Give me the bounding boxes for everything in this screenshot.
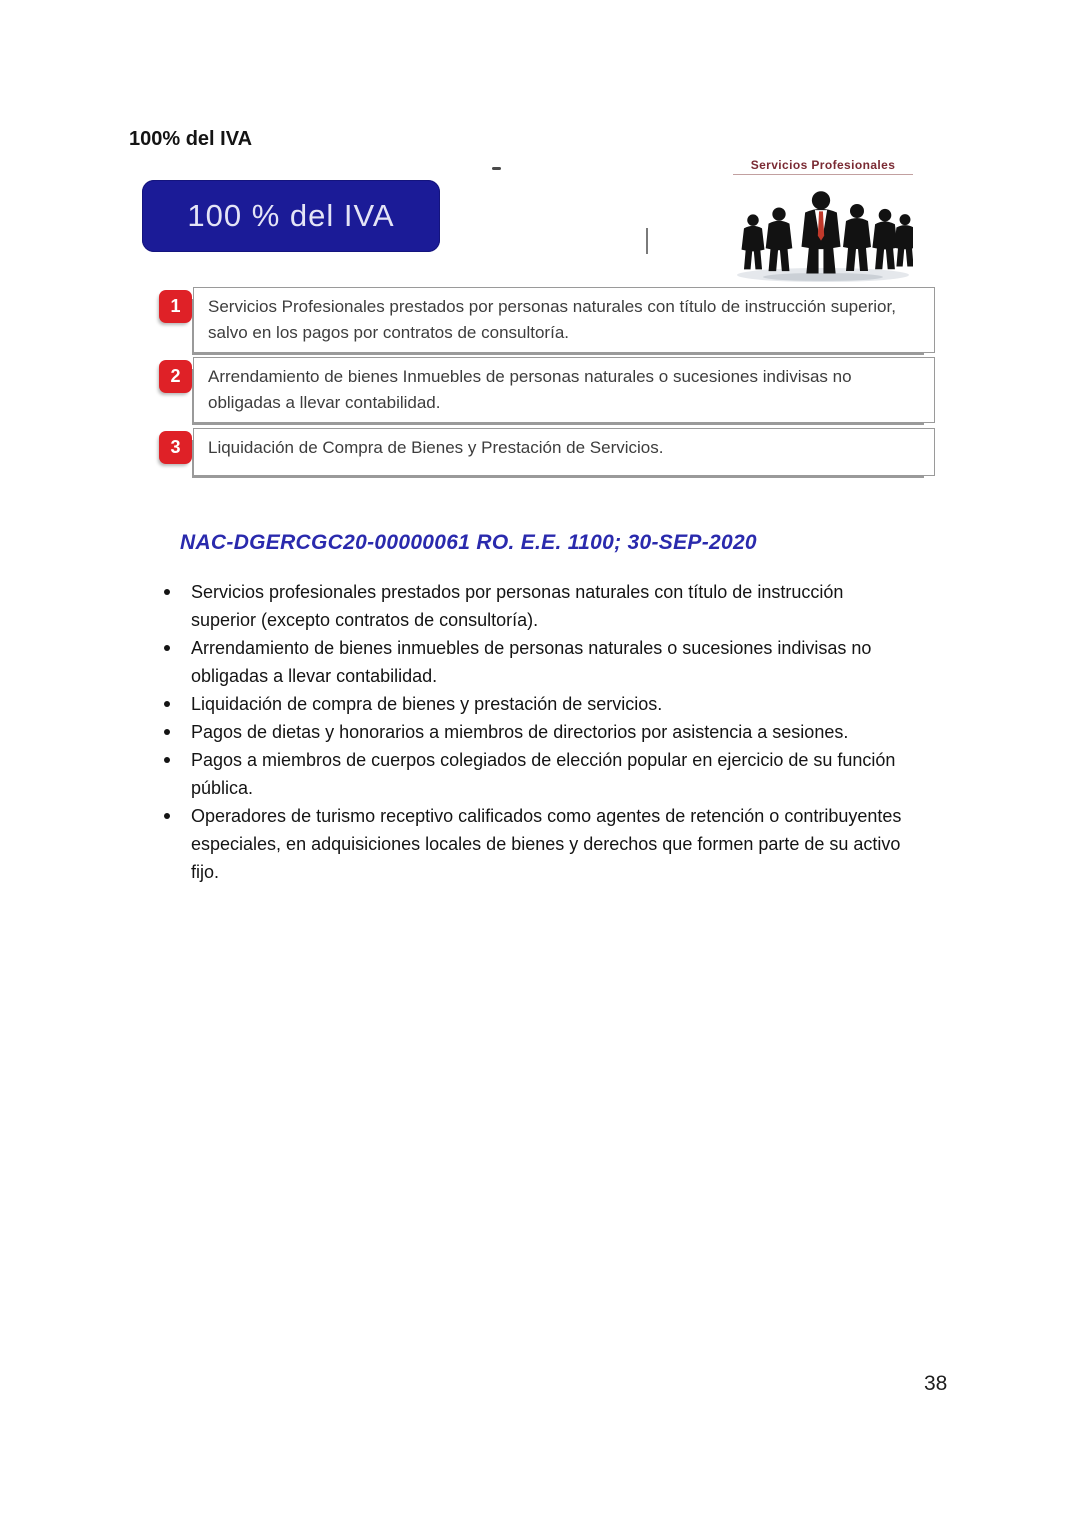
bullet-item: Liquidación de compra de bienes y prestación de servicios. (162, 690, 907, 718)
item-text-box: Liquidación de Compra de Bienes y Prestación de Servicios. (193, 428, 935, 476)
item-text-box: Arrendamiento de bienes Inmuebles de personas naturales o sucesiones indivisas no obligadas a llevar contabilidad. (193, 357, 935, 423)
item-number-badge: 3 (159, 431, 192, 464)
item-number-badge: 1 (159, 290, 192, 323)
business-people-illustration (733, 158, 913, 286)
numbered-item-1 (159, 287, 935, 353)
business-people-silhouettes-graphic (733, 177, 913, 283)
stray-bar-mark (646, 228, 648, 254)
iva-banner (142, 180, 440, 252)
page-number: 38 (924, 1372, 948, 1395)
page-title: 100% del IVA (129, 128, 253, 150)
numbered-item-2 (159, 357, 935, 423)
item-text-box: Servicios Profesionales prestados por personas naturales con título de instrucción superior, salvo en los pagos por contratos de consultoría. (193, 287, 935, 353)
bullet-item: Servicios profesionales prestados por personas naturales con título de instrucción superior (excepto contratos de consultoría). (162, 578, 907, 634)
bullet-item: Operadores de turismo receptivo calificados como agentes de retención o contribuyentes especiales, en adquisiciones locales de bienes y derechos que formen parte de su activo fijo. (162, 802, 907, 886)
retention-bullet-list (162, 578, 937, 886)
stray-dash-mark (492, 167, 501, 170)
bullet-item: Pagos a miembros de cuerpos colegiados de elección popular en ejercicio de su función pública. (162, 746, 907, 802)
bullet-item: Arrendamiento de bienes inmuebles de personas naturales o sucesiones indivisas no obligadas a llevar contabilidad. (162, 634, 907, 690)
illustration-caption: Servicios Profesionales (733, 158, 913, 175)
bullet-item: Pagos de dietas y honorarios a miembros de directorios por asistencia a sesiones. (162, 718, 907, 746)
item-number-badge: 2 (159, 360, 192, 393)
legal-reference: NAC-DGERCGC20-00000061 RO. E.E. 1100; 30-SEP-2020 (180, 531, 757, 554)
numbered-item-3 (159, 428, 935, 476)
iva-banner-label: 100 % del IVA (187, 198, 395, 233)
